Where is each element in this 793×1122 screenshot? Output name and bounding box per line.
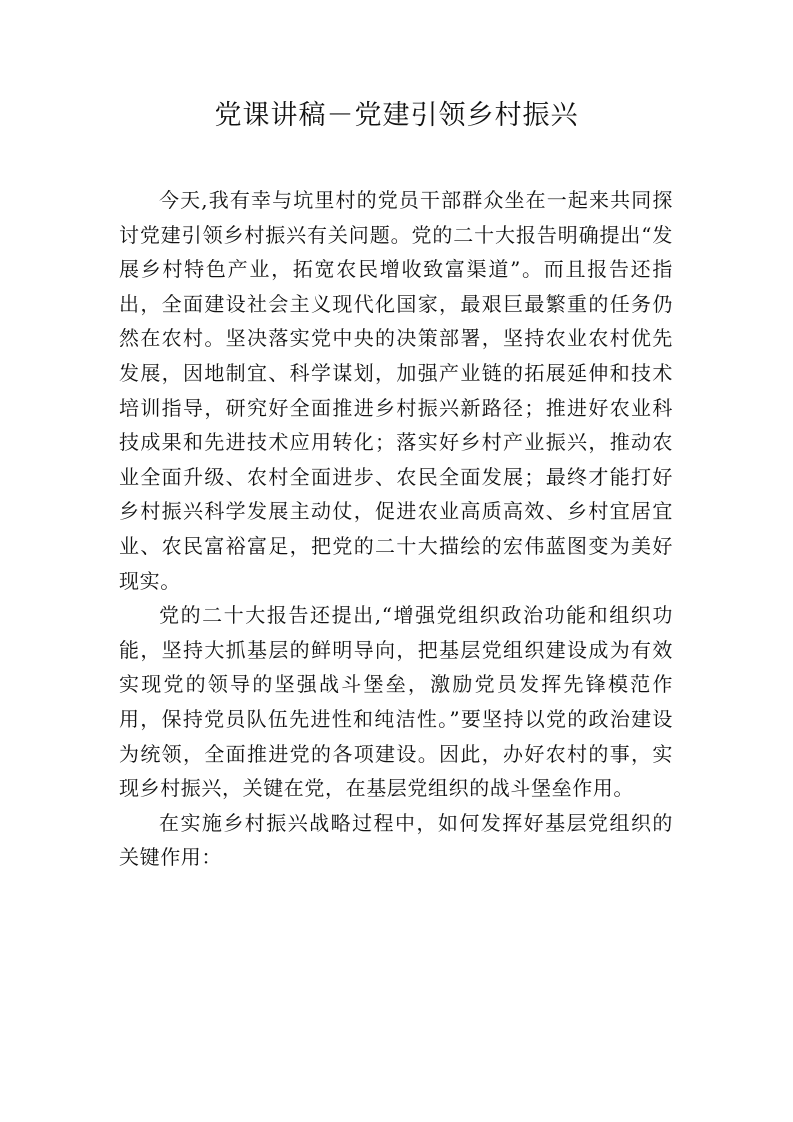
paragraph-3: 在实施乡村振兴战略过程中，如何发挥好基层党组织的关键作用： bbox=[119, 810, 673, 870]
paragraph-1: 今天,我有幸与坑里村的党员干部群众坐在一起来共同探讨党建引领乡村振兴有关问题。党的二十大报告明确提出“发展乡村特色产业，拓宽农民增收致富渠道”。而且报告还指出，全面建设社会主义现代化国家，最艰巨最繁重的任务仍然在农村。坚决落实党中央的决策部署，坚持农业农村优先发展，因地制宜、科学谋划，加强产业链的拓展延伸和技术培训指导，研究好全面推进乡村振兴新路径；推进好农业科技成果和先进技术应用转化；落实好乡村产业振兴，推动农业全面升级、农村全面进步、农民全面发展；最终才能打好乡村振兴科学发展主动仗，促进农业高质高效、乡村宜居宜业、农民富裕富足，把党的二十大描绘的宏伟蓝图变为美好现实。 bbox=[119, 188, 673, 593]
paragraph-2: 党的二十大报告还提出,“增强党组织政治功能和组织功能，坚持大抓基层的鲜明导向，把基层党组织建设成为有效实现党的领导的坚强战斗堡垒，激励党员发挥先锋模范作用，保持党员队伍先进性和纯洁性。”要坚持以党的政治建设为统领，全面推进党的各项建设。因此，办好农村的事，实现乡村振兴，关键在党，在基层党组织的战斗堡垒作用。 bbox=[119, 603, 673, 801]
document-title: 党课讲稿－党建引领乡村振兴 bbox=[214, 100, 579, 131]
document-body bbox=[119, 183, 673, 875]
